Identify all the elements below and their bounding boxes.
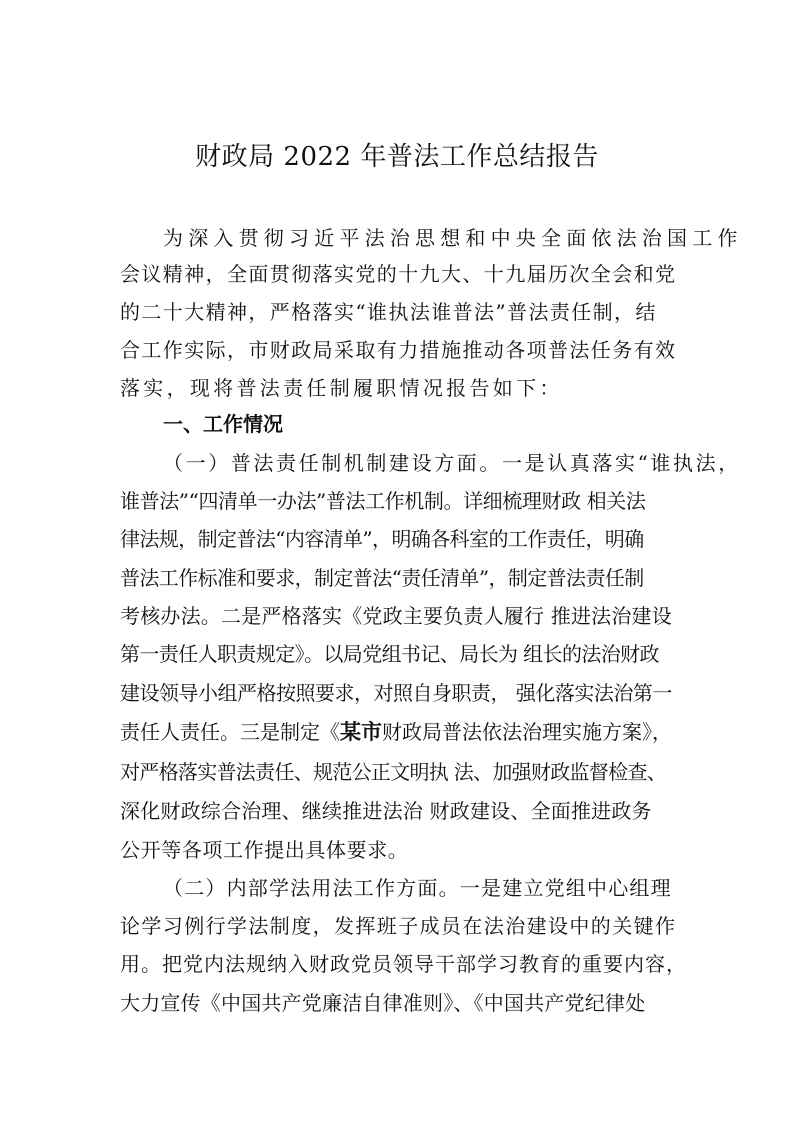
- paragraph-line: 为深入贯彻习近平法治思想和中央全面依法治国工作: [163, 226, 743, 250]
- line-start: 责任人责任。三是制定《: [120, 720, 340, 744]
- paragraph-line: 建设领导小组严格按照要求，对照自身职责， 强化落实法治第一: [120, 681, 672, 705]
- paragraph-line: 深化财政综合治理、继续推进法治 财政建设、全面推进政务: [120, 799, 652, 823]
- city-highlight: 某市: [340, 720, 382, 744]
- paragraph-line: 论学习例行学法制度，发挥班子成员在法治建设中的关键作: [120, 914, 677, 938]
- paragraph-line: 谁普法”“四清单一办法”普法工作机制。详细梳理财政 相关法: [120, 489, 646, 513]
- paragraph-line: 考核办法。二是严格落实《党政主要负责人履行 推进法治建设: [120, 604, 672, 628]
- paragraph-line: 公开等各项工作提出具体要求。: [120, 838, 409, 862]
- document-title: 财政局 2022 年普法工作总结报告: [195, 142, 599, 172]
- paragraph-line: 会议精神，全面贯彻落实党的十九大、十九届历次全会和党: [120, 262, 677, 286]
- paragraph-line: 对严格落实普法责任、规范公正文明执 法、加强财政监督检查、: [120, 760, 667, 784]
- paragraph-line: （二）内部学法用法工作方面。一是建立党组中心组理: [163, 876, 672, 900]
- paragraph-line: 用。把党内法规纳入财政党员领导干部学习教育的重要内容，: [120, 952, 687, 976]
- paragraph-line: 合工作实际，市财政局采取有力措施推动各项普法任务有效: [120, 338, 677, 362]
- paragraph-line: 第一责任人职责规定》。以局党组书记、局长为 组长的法治财政: [120, 642, 659, 666]
- line-end: 财政局普法依法治理实施方案》，: [382, 720, 672, 744]
- paragraph-line: （一）普法责任制机制建设方面。一是认真落实“谁执法，: [163, 451, 741, 475]
- paragraph-line: 的二十大精神，严格落实“谁执法谁普法”普法责任制，结: [120, 300, 657, 324]
- paragraph-line: 落实，现将普法责任制履职情况报告如下：: [120, 376, 563, 400]
- paragraph-line-with-highlight: [120, 720, 672, 744]
- section-heading: 一、工作情况: [163, 412, 283, 436]
- paragraph-line: 普法工作标准和要求，制定普法“责任清单”，制定普法责任制: [120, 566, 644, 590]
- paragraph-line: 律法规，制定普法“内容清单”，明确各科室的工作责任，明确: [120, 527, 644, 551]
- paragraph-line: 大力宣传《中国共产党廉洁自律准则》、《中国共产党纪律处: [120, 991, 646, 1015]
